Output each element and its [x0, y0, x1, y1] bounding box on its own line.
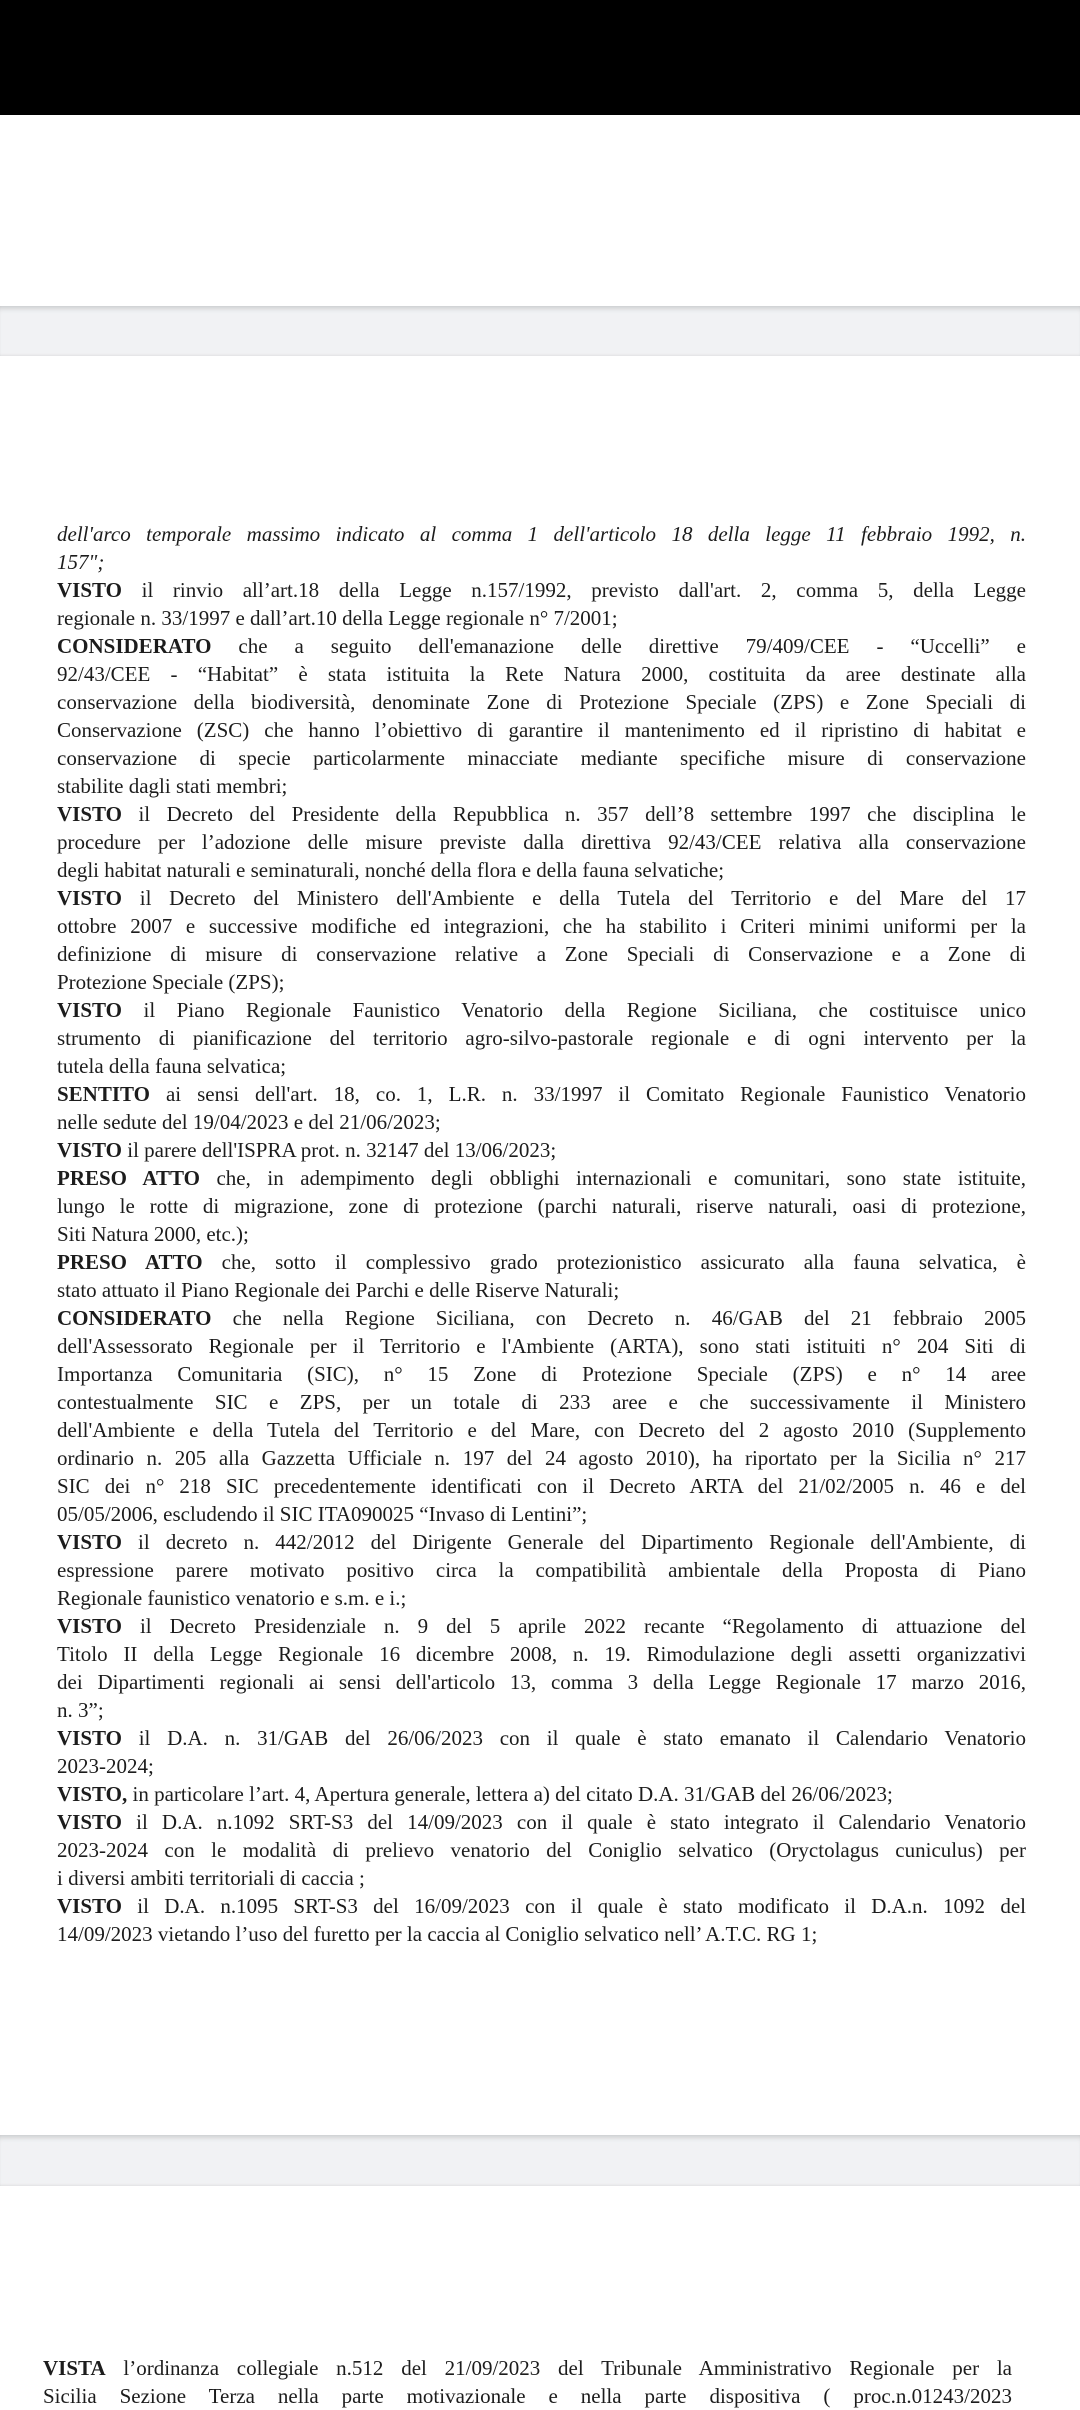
paragraph-lead: VISTO [57, 886, 122, 910]
line-text: contestualmente SIC e ZPS, per un totale di 233 aree e che successivamente il Ministero [57, 1390, 1026, 1414]
line-text: il rinvio all’art.18 della Legge n.157/1992, previsto dall'art. 2, comma 5, della Legge [141, 578, 1026, 602]
line-text: il parere dell'ISPRA prot. n. 32147 del 13/06/2023; [127, 1138, 557, 1162]
text-line [57, 1752, 1026, 1780]
text-line [43, 2382, 1012, 2410]
paragraph-lead: CONSIDERATO [57, 634, 212, 658]
line-text: il D.A. n.1092 SRT-S3 del 14/09/2023 con il quale è stato integrato il Calendario Venatorio [136, 1810, 1026, 1834]
text-line [57, 1136, 1026, 1164]
paragraph [57, 632, 1026, 800]
line-text: dell'arco temporale massimo indicato al comma 1 dell'articolo 18 della legge 11 febbraio 1992, n. [57, 522, 1026, 546]
line-text: il D.A. n. 31/GAB del 26/06/2023 con il quale è stato emanato il Calendario Venatorio [138, 1726, 1027, 1750]
line-text: che, in adempimento degli obblighi internazionali e comunitari, sono state istituite, [216, 1166, 1027, 1190]
paragraph [43, 2354, 1012, 2410]
paragraph-lead: VISTO [57, 578, 122, 602]
text-line [57, 1808, 1026, 1836]
text-line [57, 912, 1026, 940]
paragraph-lead: VISTO [57, 1614, 122, 1638]
paragraph-lead: VISTO [57, 1138, 122, 1162]
text-line [57, 1556, 1026, 1584]
document-page-text [43, 2354, 1012, 2410]
page-separator [0, 2135, 1080, 2186]
paragraph [57, 1248, 1026, 1304]
line-text: nelle sedute del 19/04/2023 e del 21/06/2023; [57, 1110, 441, 1134]
paragraph-lead: VISTO, [57, 1782, 128, 1806]
text-line [57, 1332, 1026, 1360]
line-text: degli habitat naturali e seminaturali, nonché della flora e della fauna selvatiche; [57, 858, 725, 882]
line-text: 14/09/2023 vietando l’uso del furetto per la caccia al Coniglio selvatico nell’ A.T.C. RG 1; [57, 1922, 818, 1946]
line-text: ai sensi dell'art. 18, co. 1, L.R. n. 33/1997 il Comitato Regionale Faunistico Venatorio [165, 1082, 1026, 1106]
text-line [57, 1164, 1026, 1192]
line-text: tutela della fauna selvatica; [57, 1054, 287, 1078]
paragraph [57, 1304, 1026, 1528]
text-line [57, 1500, 1026, 1528]
paragraph [57, 800, 1026, 884]
text-line [57, 772, 1026, 800]
text-line [57, 1444, 1026, 1472]
paragraph-lead: VISTO [57, 802, 122, 826]
text-line [57, 1612, 1026, 1640]
text-line [57, 1052, 1026, 1080]
line-text: Sicilia Sezione Terza nella parte motivazionale e nella parte dispositiva ( proc.n.01243/2023 [43, 2384, 1012, 2408]
text-line [57, 1668, 1026, 1696]
paragraph-lead: VISTA [43, 2356, 106, 2380]
text-line [57, 1584, 1026, 1612]
paragraph [57, 884, 1026, 996]
text-line [57, 576, 1026, 604]
line-text: dei Dipartimenti regionali ai sensi dell'articolo 13, comma 3 della Legge Regionale 17 marzo 2016, [57, 1670, 1026, 1694]
line-text: che, sotto il complessivo grado protezionistico assicurato alla fauna selvatica, è [221, 1250, 1026, 1274]
line-text: in particolare l’art. 4, Apertura generale, lettera a) del citato D.A. 31/GAB del 26/06/2023; [132, 1782, 893, 1806]
line-text: Siti Natura 2000, etc.); [57, 1222, 249, 1246]
line-text: il Decreto del Ministero dell'Ambiente e della Tutela del Territorio e del Mare del 17 [139, 886, 1026, 910]
text-line [57, 1892, 1026, 1920]
line-text: che nella Regione Siciliana, con Decreto n. 46/GAB del 21 febbraio 2005 [232, 1306, 1027, 1330]
text-line [57, 1920, 1026, 1948]
line-text: stabilite dagli stati membri; [57, 774, 288, 798]
paragraph [57, 996, 1026, 1080]
text-line [57, 1388, 1026, 1416]
text-line [57, 996, 1026, 1024]
paragraph-lead: PRESO ATTO [57, 1250, 203, 1274]
text-line [57, 1472, 1026, 1500]
line-text: ordinario n. 205 alla Gazzetta Ufficiale n. 197 del 24 agosto 2010), ha riportato per la Sicilia n° 217 [57, 1446, 1026, 1470]
paragraph-lead: SENTITO [57, 1082, 150, 1106]
paragraph [57, 1528, 1026, 1612]
text-line [57, 1192, 1026, 1220]
text-line [57, 604, 1026, 632]
line-text: regionale n. 33/1997 e dall’art.10 della Legge regionale n° 7/2001; [57, 606, 618, 630]
text-line [57, 1304, 1026, 1332]
text-line [57, 688, 1026, 716]
paragraph [57, 1780, 1026, 1808]
text-line [57, 1248, 1026, 1276]
line-text: Regionale faunistico venatorio e s.m. e i.; [57, 1586, 407, 1610]
text-line [57, 968, 1026, 996]
text-line [57, 1276, 1026, 1304]
line-text: conservazione di specie particolarmente minacciate mediante specifiche misure di conservazione [57, 746, 1026, 770]
document-page-text [57, 520, 1026, 1948]
paragraph-lead: VISTO [57, 998, 122, 1022]
line-text: il Piano Regionale Faunistico Venatorio della Regione Siciliana, che costituisce unico [143, 998, 1026, 1022]
line-text: Importanza Comunitaria (SIC), n° 15 Zone di Protezione Speciale (ZPS) e n° 14 aree [57, 1362, 1026, 1386]
text-line [57, 1080, 1026, 1108]
text-line [57, 716, 1026, 744]
line-text: l’ordinanza collegiale n.512 del 21/09/2023 del Tribunale Amministrativo Regionale per la [123, 2356, 1012, 2380]
paragraph [57, 576, 1026, 632]
text-line [57, 1024, 1026, 1052]
text-line [57, 856, 1026, 884]
text-line [57, 520, 1026, 548]
line-text: ottobre 2007 e successive modifiche ed integrazioni, che ha stabilito i Criteri minimi uniformi per la [57, 914, 1026, 938]
text-line [57, 800, 1026, 828]
paragraph [57, 1136, 1026, 1164]
paragraph [57, 520, 1026, 576]
page-separator [0, 306, 1080, 356]
line-text: strumento di pianificazione del territorio agro-silvo-pastorale regionale e di ogni intervento per la [57, 1026, 1026, 1050]
line-text: conservazione della biodiversità, denominate Zone di Protezione Speciale (ZPS) e Zone Speciali di [57, 690, 1026, 714]
text-line [57, 1360, 1026, 1388]
line-text: dell'Assessorato Regionale per il Territorio e l'Ambiente (ARTA), sono stati istituiti n° 204 Siti di [57, 1334, 1026, 1358]
text-line [57, 884, 1026, 912]
text-line [57, 1780, 1026, 1808]
paragraph-lead: CONSIDERATO [57, 1306, 212, 1330]
line-text: il Decreto Presidenziale n. 9 del 5 aprile 2022 recante “Regolamento di attuazione del [139, 1614, 1026, 1638]
line-text: n. 3”; [57, 1698, 104, 1722]
line-text: 157"; [57, 550, 105, 574]
text-line [57, 548, 1026, 576]
line-text: 2023-2024 con le modalità di prelievo venatorio del Coniglio selvatico (Oryctolagus cuniculus) per [57, 1838, 1026, 1862]
line-text: il decreto n. 442/2012 del Dirigente Generale del Dipartimento Regionale dell'Ambiente, di [138, 1530, 1027, 1554]
line-text: 92/43/CEE - “Habitat” è stata istituita la Rete Natura 2000, costituita da aree destinate alla [57, 662, 1026, 686]
paragraph-lead: VISTO [57, 1726, 122, 1750]
line-text: 2023-2024; [57, 1754, 154, 1778]
line-text: i diversi ambiti territoriali di caccia ; [57, 1866, 365, 1890]
paragraph [57, 1724, 1026, 1780]
line-text: che a seguito dell'emanazione delle direttive 79/409/CEE - “Uccelli” e [238, 634, 1026, 658]
paragraph [57, 1080, 1026, 1136]
paragraph [57, 1164, 1026, 1248]
text-line [57, 828, 1026, 856]
text-line [57, 1416, 1026, 1444]
paragraph-lead: VISTO [57, 1530, 122, 1554]
line-text: SIC dei n° 218 SIC precedentemente identificati con il Decreto ARTA del 21/02/2005 n. 46 e del [57, 1474, 1026, 1498]
text-line [57, 1220, 1026, 1248]
line-text: stato attuato il Piano Regionale dei Parchi e delle Riserve Naturali; [57, 1278, 620, 1302]
text-line [57, 1528, 1026, 1556]
paragraph [57, 1892, 1026, 1948]
paragraph-lead: VISTO [57, 1810, 122, 1834]
text-line [43, 2354, 1012, 2382]
paragraph [57, 1612, 1026, 1724]
text-line [57, 744, 1026, 772]
line-text: dell'Ambiente e della Tutela del Territorio e del Mare, con Decreto del 2 agosto 2010 (Supplemento [57, 1418, 1026, 1442]
line-text: Conservazione (ZSC) che hanno l’obiettivo di garantire il mantenimento ed il ripristino di habitat e [57, 718, 1026, 742]
paragraph-lead: VISTO [57, 1894, 122, 1918]
line-text: procedure per l’adozione delle misure previste dalla direttiva 92/43/CEE relativa alla conservazione [57, 830, 1026, 854]
line-text: il Decreto del Presidente della Repubblica n. 357 dell’8 settembre 1997 che disciplina le [138, 802, 1026, 826]
text-line [57, 1696, 1026, 1724]
line-text: lungo le rotte di migrazione, zone di protezione (parchi naturali, riserve naturali, oasi di protezione, [57, 1194, 1026, 1218]
text-line [57, 1836, 1026, 1864]
line-text: Titolo II della Legge Regionale 16 dicembre 2008, n. 19. Rimodulazione degli assetti organizzativi [57, 1642, 1026, 1666]
line-text: definizione di misure di conservazione relative a Zone Speciali di Conservazione e a Zone di [57, 942, 1026, 966]
text-line [57, 1864, 1026, 1892]
line-text: il D.A. n.1095 SRT-S3 del 16/09/2023 con il quale è stato modificato il D.A.n. 1092 del [137, 1894, 1027, 1918]
text-line [57, 660, 1026, 688]
paragraph [57, 1808, 1026, 1892]
paragraph-lead: PRESO ATTO [57, 1166, 200, 1190]
status-bar [0, 0, 1080, 115]
line-text: Protezione Speciale (ZPS); [57, 970, 285, 994]
line-text: espressione parere motivato positivo circa la compatibilità ambientale della Proposta di Piano [57, 1558, 1026, 1582]
text-line [57, 1640, 1026, 1668]
text-line [57, 1108, 1026, 1136]
text-line [57, 1724, 1026, 1752]
text-line [57, 940, 1026, 968]
text-line [57, 632, 1026, 660]
line-text: 05/05/2006, escludendo il SIC ITA090025 “Invaso di Lentini”; [57, 1502, 588, 1526]
